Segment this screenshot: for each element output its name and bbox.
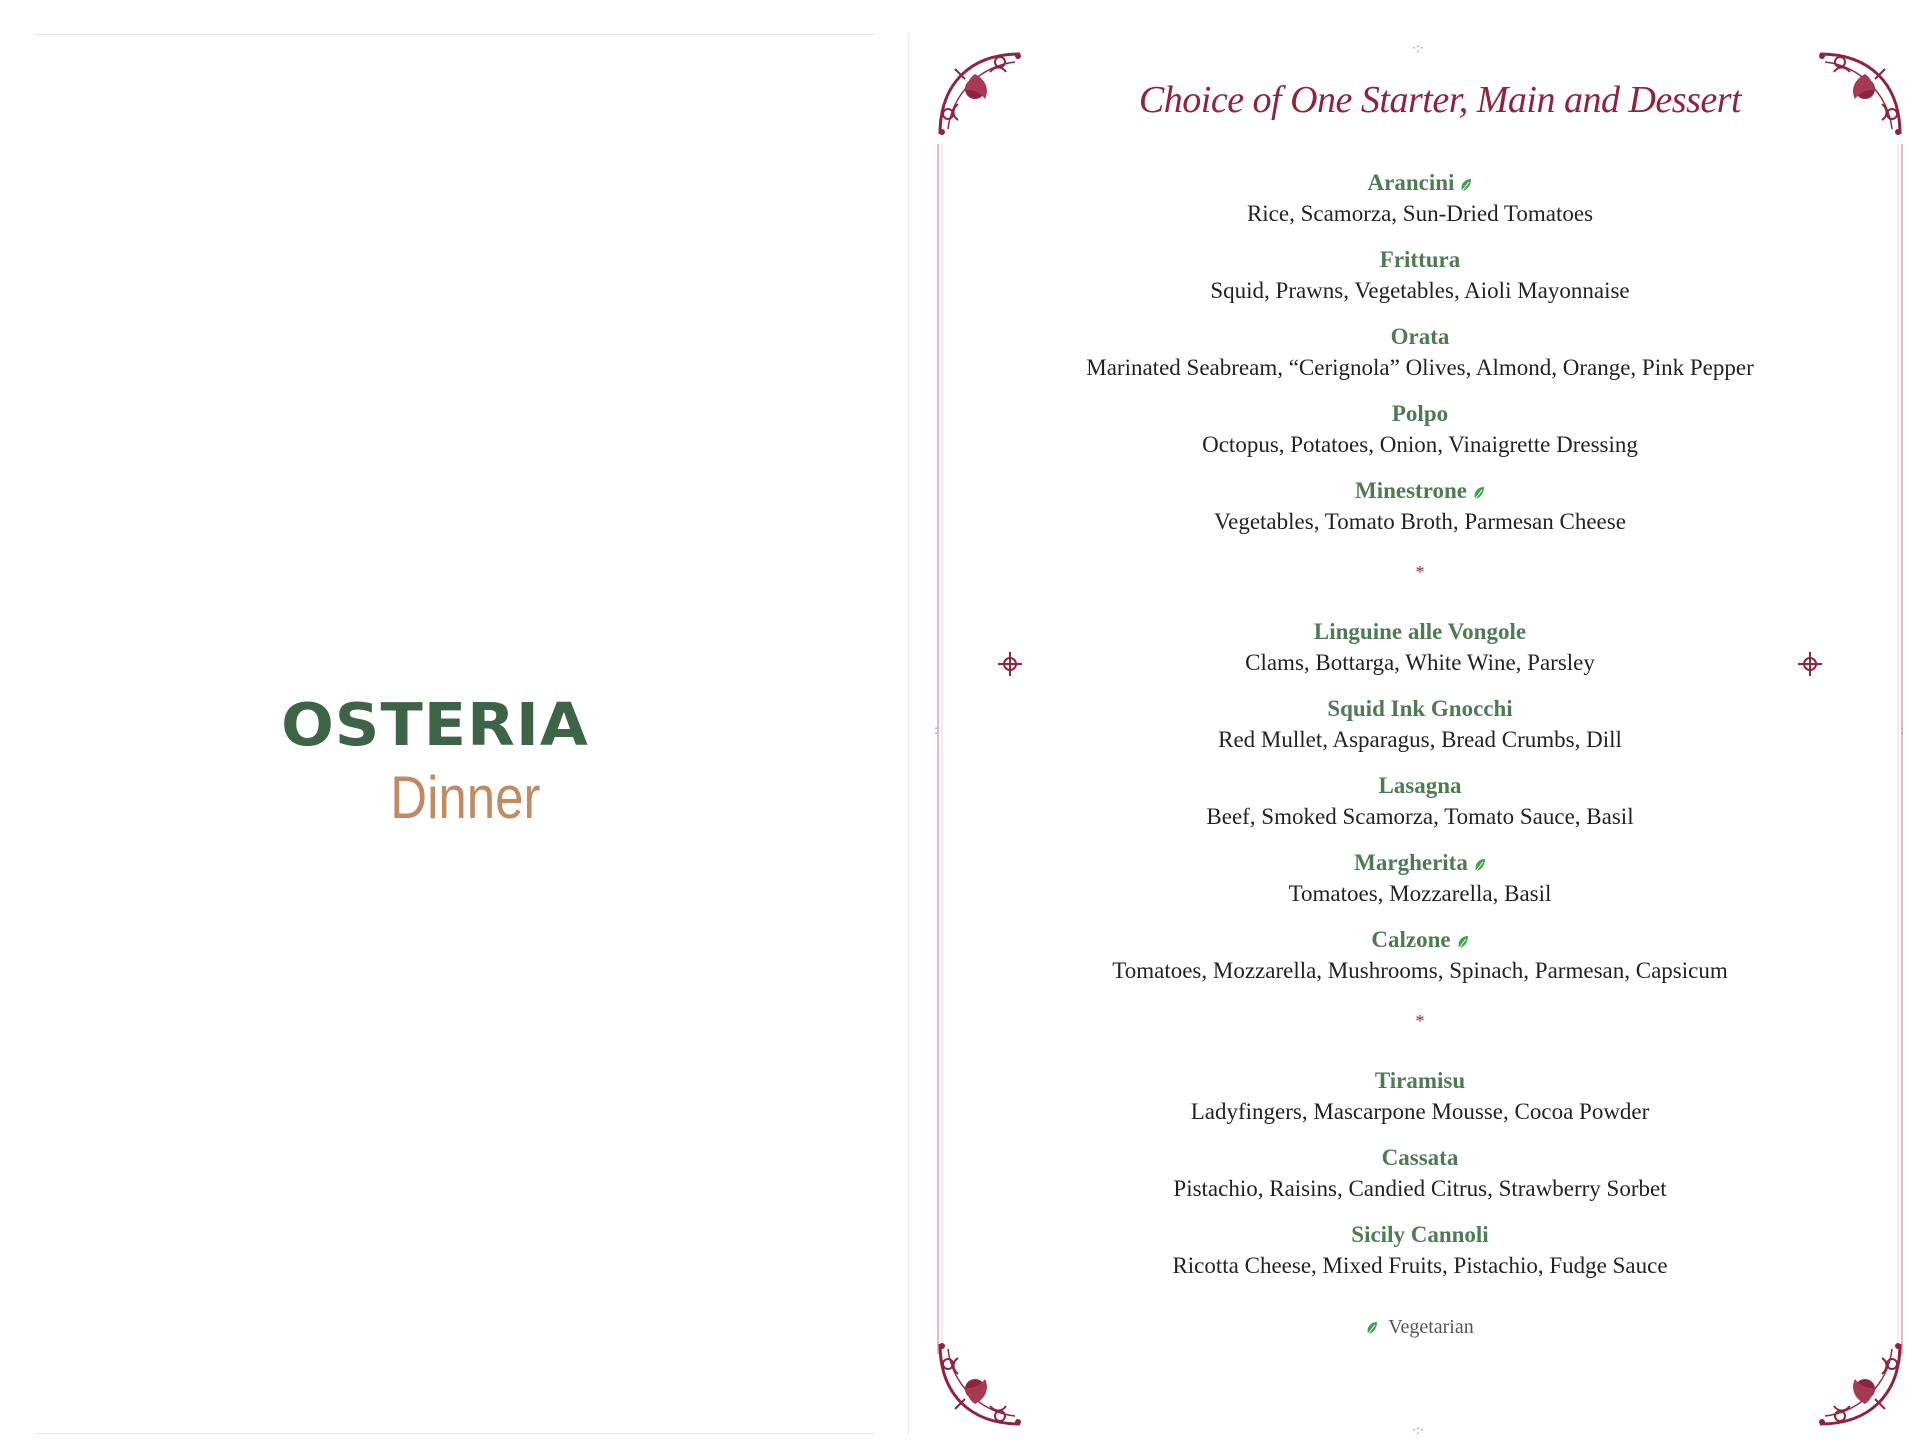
menu-item (920, 924, 1920, 1001)
svg-text:·:·: ·:· (1412, 41, 1424, 55)
dish-description: Rice, Scamorza, Sun-Dried Tomatoes (1246, 201, 1594, 226)
dish-description: Marinated Seabream, “Cerignola” Olives, Almond, Orange, Pink Pepper (1086, 355, 1754, 380)
leaf-icon (1457, 935, 1469, 949)
dish-name-text: Lasagna (1378, 773, 1462, 798)
menu-item (920, 847, 1920, 924)
dish-name (920, 616, 1920, 647)
dish-name-text: Polpo (1391, 401, 1449, 426)
dish-name (920, 1065, 1920, 1096)
dish-name (920, 167, 1920, 198)
leaf-icon (1460, 178, 1472, 192)
top-left-ornament (939, 53, 1021, 135)
bottom-right-ornament (1819, 1343, 1901, 1425)
menu-item (920, 770, 1920, 847)
dish-name (920, 321, 1920, 352)
page-spine (908, 34, 909, 1434)
section-separator: * (1415, 1011, 1425, 1031)
dish-description: Tomatoes, Mozzarella, Basil (1288, 881, 1552, 906)
bottom-left-ornament (939, 1343, 1021, 1425)
menu-page (920, 34, 1920, 1444)
dish-name-text: Margherita (1354, 850, 1468, 875)
brand-block (35, 689, 875, 831)
cover-bottom-rule (35, 1433, 875, 1434)
dish-name (920, 693, 1920, 724)
menu-item (920, 1065, 1920, 1142)
menu-item (920, 321, 1920, 398)
dish-name (920, 924, 1920, 955)
svg-text::: : (934, 723, 939, 737)
dish-name-text: Calzone (1371, 927, 1451, 952)
menu-item (920, 398, 1920, 475)
dish-description: Ricotta Cheese, Mixed Fruits, Pistachio, Fudge Sauce (1172, 1253, 1668, 1278)
svg-text:·:·: ·:· (1412, 1423, 1424, 1437)
svg-text::: : (1900, 723, 1905, 737)
dish-description: Red Mullet, Asparagus, Bread Crumbs, Dill (1218, 727, 1622, 752)
dish-name (920, 398, 1920, 429)
dish-description: Squid, Prawns, Vegetables, Aioli Mayonnaise (1210, 278, 1630, 303)
menu-item (920, 693, 1920, 770)
dish-name-text: Cassata (1381, 1145, 1459, 1170)
dish-name-text: Minestrone (1354, 478, 1467, 503)
desserts-section (920, 1065, 1920, 1296)
legend-label: Vegetarian (1388, 1316, 1474, 1338)
dish-description: Ladyfingers, Mascarpone Mousse, Cocoa Powder (1190, 1099, 1650, 1124)
menu-item (920, 616, 1920, 693)
menu-body (920, 167, 1920, 1296)
dish-name (920, 770, 1920, 801)
dish-name (920, 244, 1920, 275)
dish-description: Tomatoes, Mozzarella, Mushrooms, Spinach, Parmesan, Capsicum (1112, 958, 1728, 983)
dish-name (920, 847, 1920, 878)
dish-name-text: Orata (1390, 324, 1450, 349)
starters-section (920, 167, 1920, 552)
menu-item (920, 475, 1920, 552)
menu-item (920, 167, 1920, 244)
dish-description: Octopus, Potatoes, Onion, Vinaigrette Dressing (1202, 432, 1638, 457)
cover-top-rule (35, 34, 875, 35)
dish-description: Vegetables, Tomato Broth, Parmesan Cheese (1214, 509, 1626, 534)
leaf-icon (1473, 486, 1485, 500)
mains-section (920, 616, 1920, 1001)
dish-name-text: Tiramisu (1374, 1068, 1466, 1093)
menu-type-subtitle: Dinner (389, 764, 541, 831)
leaf-icon (1366, 1321, 1378, 1335)
dish-name (920, 1142, 1920, 1173)
dish-name-text: Frittura (1379, 247, 1461, 272)
dish-name-text: Arancini (1367, 170, 1455, 195)
menu-title: Choice of One Starter, Main and Dessert (1138, 79, 1742, 121)
menu-item (920, 1142, 1920, 1219)
menu-item (920, 244, 1920, 321)
top-right-ornament (1819, 53, 1901, 135)
dish-name-text: Squid Ink Gnocchi (1327, 696, 1513, 721)
dish-name-text: Sicily Cannoli (1351, 1222, 1489, 1247)
vegetarian-legend (920, 1316, 1920, 1339)
menu-item (920, 1219, 1920, 1296)
dish-description: Beef, Smoked Scamorza, Tomato Sauce, Basil (1206, 804, 1634, 829)
cover-page (35, 34, 875, 1434)
section-separator: * (1415, 562, 1425, 582)
dish-description: Clams, Bottarga, White Wine, Parsley (1245, 650, 1595, 675)
leaf-icon (1474, 858, 1486, 872)
dish-description: Pistachio, Raisins, Candied Citrus, Strawberry Sorbet (1173, 1176, 1667, 1201)
dish-name (920, 1219, 1920, 1250)
dish-name (920, 475, 1920, 506)
dish-name-text: Linguine alle Vongole (1313, 619, 1527, 644)
brand-name: OSTERIA (281, 689, 589, 760)
